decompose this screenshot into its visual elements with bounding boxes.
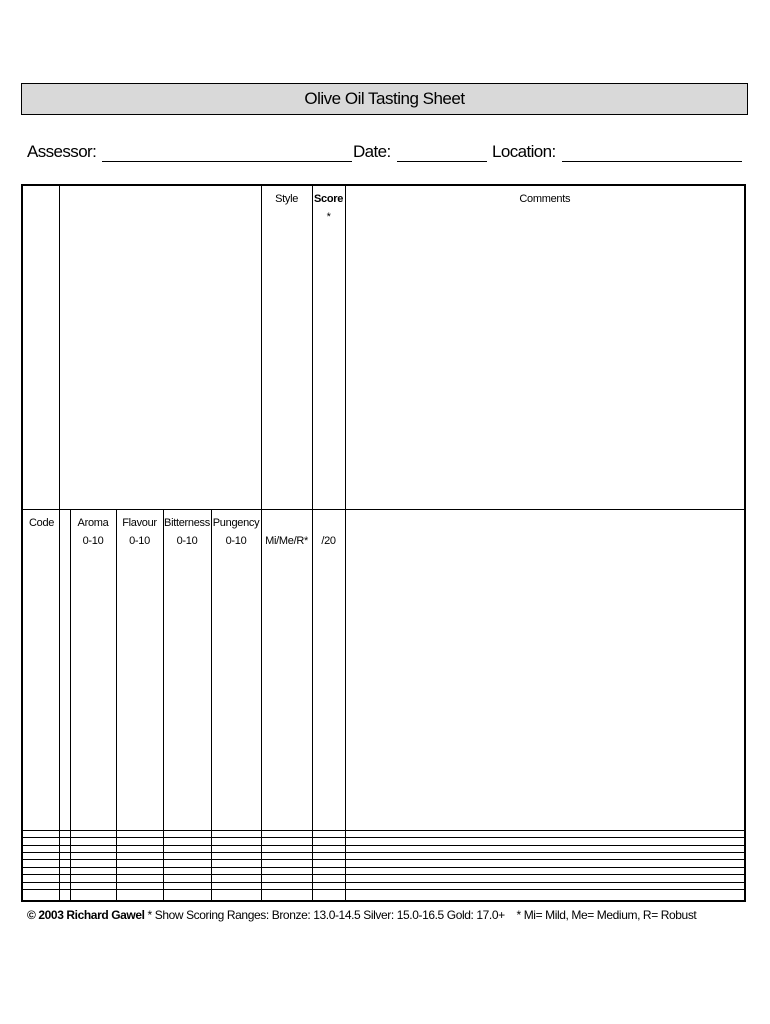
flavour-cell[interactable] xyxy=(116,845,163,852)
blank-header-span xyxy=(59,185,261,509)
style-cell[interactable] xyxy=(261,890,312,901)
bitterness-cell[interactable] xyxy=(163,838,211,845)
aroma-cell[interactable] xyxy=(70,875,116,882)
table-row xyxy=(22,875,745,882)
bitterness-cell[interactable] xyxy=(163,845,211,852)
aroma-cell[interactable] xyxy=(70,860,116,867)
comments-cell[interactable] xyxy=(345,860,745,867)
flavour-cell[interactable] xyxy=(116,838,163,845)
score-cell[interactable] xyxy=(312,845,345,852)
style-cell[interactable] xyxy=(261,882,312,889)
comments-label: Comments xyxy=(519,193,571,205)
pungency-cell[interactable] xyxy=(211,875,261,882)
aroma-cell[interactable] xyxy=(70,838,116,845)
score-asterisk: * xyxy=(326,211,331,223)
code-cell[interactable] xyxy=(22,890,59,901)
score-cell[interactable] xyxy=(312,875,345,882)
narrow-cell[interactable] xyxy=(59,867,70,874)
assessor-blank[interactable] xyxy=(102,143,352,162)
code-cell[interactable] xyxy=(22,882,59,889)
aroma-cell[interactable] xyxy=(70,882,116,889)
aroma-cell[interactable] xyxy=(70,853,116,860)
style-cell[interactable] xyxy=(261,838,312,845)
aroma-range: 0-10 xyxy=(82,534,104,547)
narrow-cell[interactable] xyxy=(59,882,70,889)
location-field[interactable] xyxy=(492,142,742,162)
comments-cell[interactable] xyxy=(345,830,745,837)
code-cell[interactable] xyxy=(22,845,59,852)
comments-cell[interactable] xyxy=(345,853,745,860)
narrow-cell[interactable] xyxy=(59,853,70,860)
comments-header xyxy=(345,185,745,509)
copyright: © 2003 Richard Gawel xyxy=(27,908,145,922)
location-label: Location: xyxy=(492,142,556,161)
flavour-cell[interactable] xyxy=(116,875,163,882)
score-cell[interactable] xyxy=(312,890,345,901)
code-cell[interactable] xyxy=(22,838,59,845)
flavour-label: Flavour xyxy=(122,516,157,529)
pungency-cell[interactable] xyxy=(211,890,261,901)
narrow-cell[interactable] xyxy=(59,830,70,837)
page-title xyxy=(21,83,748,115)
code-cell[interactable] xyxy=(22,867,59,874)
style-scale: Mi/Me/R* xyxy=(265,534,308,547)
score-cell[interactable] xyxy=(312,860,345,867)
comments-cell[interactable] xyxy=(345,838,745,845)
pungency-cell[interactable] xyxy=(211,882,261,889)
aroma-cell[interactable] xyxy=(70,845,116,852)
code-label: Code xyxy=(29,516,55,529)
title-text: Olive Oil Tasting Sheet xyxy=(304,89,465,108)
style-header xyxy=(261,185,312,509)
bitterness-cell[interactable] xyxy=(163,853,211,860)
date-blank[interactable] xyxy=(397,143,487,162)
score-max-header xyxy=(312,509,345,830)
score-max: /20 xyxy=(321,534,336,547)
header-row-1 xyxy=(22,185,745,509)
narrow-cell[interactable] xyxy=(59,860,70,867)
code-cell[interactable] xyxy=(22,875,59,882)
bitterness-cell[interactable] xyxy=(163,882,211,889)
style-cell[interactable] xyxy=(261,845,312,852)
narrow-cell[interactable] xyxy=(59,845,70,852)
table-row xyxy=(22,830,745,837)
date-field[interactable] xyxy=(353,142,487,162)
blank-header-cell xyxy=(22,185,59,509)
bitterness-cell[interactable] xyxy=(163,875,211,882)
flavour-range: 0-10 xyxy=(129,534,150,547)
score-cell[interactable] xyxy=(312,853,345,860)
scoring-ranges: * Show Scoring Ranges: Bronze: 13.0-14.5 Silver: 15.0-16.5 Gold: 17.0+ xyxy=(144,908,505,922)
table-row xyxy=(22,882,745,889)
comments-cell[interactable] xyxy=(345,890,745,901)
table-row xyxy=(22,860,745,867)
style-cell[interactable] xyxy=(261,860,312,867)
header-row-2 xyxy=(22,509,745,830)
pungency-cell[interactable] xyxy=(211,860,261,867)
flavour-cell[interactable] xyxy=(116,882,163,889)
bitterness-cell[interactable] xyxy=(163,890,211,901)
score-header xyxy=(312,185,345,509)
style-cell[interactable] xyxy=(261,830,312,837)
pungency-header xyxy=(211,509,261,830)
location-blank[interactable] xyxy=(562,143,742,162)
flavour-header xyxy=(116,509,163,830)
style-cell[interactable] xyxy=(261,867,312,874)
style-label: Style xyxy=(275,193,299,205)
code-cell[interactable] xyxy=(22,860,59,867)
comments-cell[interactable] xyxy=(345,845,745,852)
comments-subheader xyxy=(345,509,745,830)
narrow-cell[interactable] xyxy=(59,875,70,882)
aroma-header xyxy=(70,509,116,830)
score-cell[interactable] xyxy=(312,830,345,837)
pungency-cell[interactable] xyxy=(211,853,261,860)
assessor-label: Assessor: xyxy=(27,142,97,161)
aroma-cell[interactable] xyxy=(70,867,116,874)
flavour-cell[interactable] xyxy=(116,860,163,867)
style-cell[interactable] xyxy=(261,875,312,882)
pungency-cell[interactable] xyxy=(211,830,261,837)
date-label: Date: xyxy=(353,142,391,161)
table-row xyxy=(22,838,745,845)
bitterness-cell[interactable] xyxy=(163,860,211,867)
score-cell[interactable] xyxy=(312,867,345,874)
flavour-cell[interactable] xyxy=(116,830,163,837)
bitterness-label: Bitterness xyxy=(164,516,210,529)
flavour-cell[interactable] xyxy=(116,890,163,901)
narrow-cell[interactable] xyxy=(59,890,70,901)
bitterness-range: 0-10 xyxy=(176,534,198,547)
flavour-cell[interactable] xyxy=(116,853,163,860)
comments-cell[interactable] xyxy=(345,867,745,874)
score-cell[interactable] xyxy=(312,882,345,889)
table-row xyxy=(22,867,745,874)
aroma-label: Aroma xyxy=(77,516,109,529)
aroma-cell[interactable] xyxy=(70,830,116,837)
style-scale-header xyxy=(261,509,312,830)
comments-cell[interactable] xyxy=(345,882,745,889)
code-header xyxy=(22,509,59,830)
header-fields xyxy=(27,142,748,166)
style-cell[interactable] xyxy=(261,853,312,860)
pungency-cell[interactable] xyxy=(211,838,261,845)
bitterness-cell[interactable] xyxy=(163,830,211,837)
narrow-cell[interactable] xyxy=(59,838,70,845)
table-row xyxy=(22,853,745,860)
pungency-cell[interactable] xyxy=(211,867,261,874)
score-label: Score xyxy=(314,193,344,205)
bitterness-cell[interactable] xyxy=(163,867,211,874)
bitterness-header xyxy=(163,509,211,830)
assessor-field[interactable] xyxy=(27,142,352,162)
comments-cell[interactable] xyxy=(345,875,745,882)
pungency-cell[interactable] xyxy=(211,845,261,852)
table-row xyxy=(22,845,745,852)
pungency-range: 0-10 xyxy=(225,534,247,547)
pungency-label: Pungency xyxy=(212,516,260,529)
aroma-cell[interactable] xyxy=(70,890,116,901)
tasting-table xyxy=(21,184,746,902)
table-row xyxy=(22,890,745,901)
flavour-cell[interactable] xyxy=(116,867,163,874)
code-cell[interactable] xyxy=(22,853,59,860)
narrow-header xyxy=(59,509,70,830)
style-legend: * Mi= Mild, Me= Medium, R= Robust xyxy=(516,908,697,922)
code-cell[interactable] xyxy=(22,830,59,837)
score-cell[interactable] xyxy=(312,838,345,845)
footer-note xyxy=(27,908,696,922)
